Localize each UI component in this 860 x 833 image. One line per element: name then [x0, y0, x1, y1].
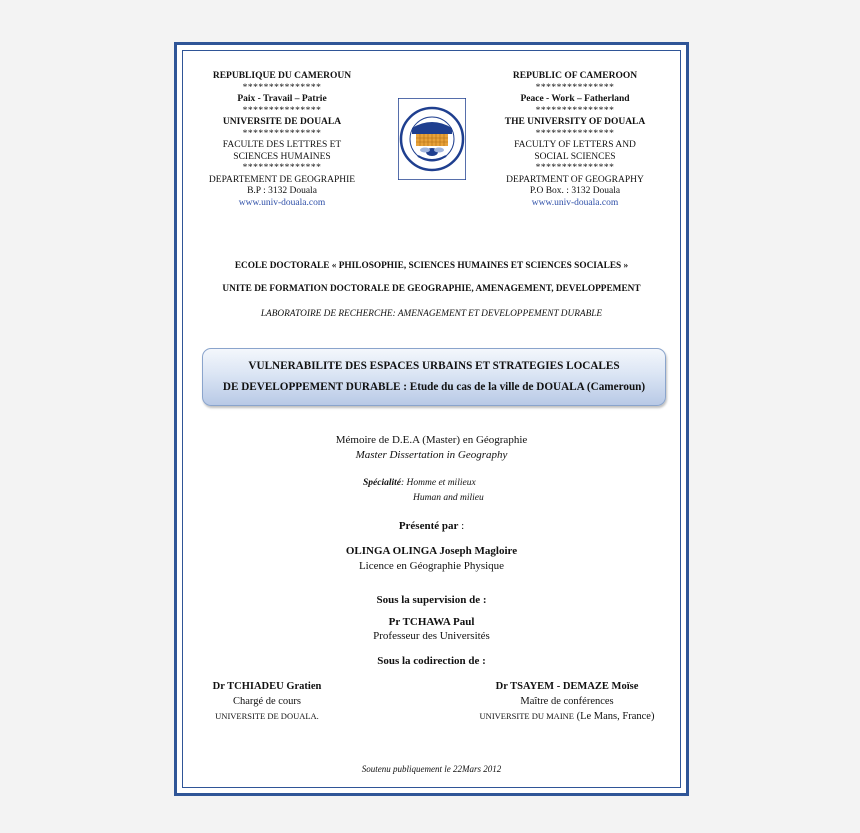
defense-date: Soutenu publiquement le 22Mars 2012 — [361, 764, 502, 774]
country-fr: REPUBLIQUE DU CAMEROUN — [212, 71, 352, 81]
specialite-en: Human and milieu — [413, 493, 484, 503]
specialite — [363, 478, 476, 488]
country-en: REPUBLIC OF CAMEROON — [512, 71, 638, 81]
supervisor-name: Pr TCHAWA Paul — [388, 616, 475, 628]
memoire-en: Master Dissertation in Geography — [355, 449, 508, 461]
motto-fr: Paix - Travail – Patrie — [237, 94, 327, 104]
university-of-douala-seal-icon — [398, 98, 466, 180]
stars-separator: *************** — [242, 163, 322, 173]
stars-separator: *************** — [242, 82, 322, 93]
address-fr: B.P : 3132 Douala — [247, 186, 317, 196]
supervisor-title: Professeur des Universités — [373, 630, 490, 642]
stars-separator: *************** — [242, 128, 322, 139]
stars-separator: *************** — [535, 82, 615, 93]
website-link-fr[interactable]: www.univ-douala.com — [238, 197, 326, 208]
ecole-doctorale: ECOLE DOCTORALE « PHILOSOPHIE, SCIENCES HUMAINES ET SCIENCES SOCIALES » — [234, 261, 629, 271]
codirector-left-title: Chargé de cours — [232, 695, 302, 707]
website-link-en[interactable]: www.univ-douala.com — [531, 197, 619, 208]
presente-par-label: Présenté par — [398, 520, 459, 532]
codirector-left-name: Dr TCHIADEU Gratien — [212, 681, 322, 692]
header-right-english — [490, 71, 660, 209]
thesis-title-line2: DE DEVELOPPEMENT DURABLE : Etude du cas de la ville de DOUALA (Cameroun) — [222, 381, 646, 393]
university-en: THE UNIVERSITY OF DOUALA — [504, 117, 646, 127]
department-fr: DEPARTEMENT DE GEOGRAPHIE — [208, 174, 356, 185]
supervision-label: Sous la supervision de : — [376, 594, 487, 606]
codirector-right-title: Maître de conférences — [520, 695, 614, 707]
laboratoire: LABORATOIRE DE RECHERCHE: AMENAGEMENT ET DEVELOPPEMENT DURABLE — [260, 309, 603, 319]
specialite-fr: : Homme et milieux — [401, 478, 476, 488]
specialite-label: Spécialité — [363, 478, 401, 488]
faculty-en: FACULTY OF LETTERS AND SOCIAL SCIENCES — [514, 140, 636, 162]
codirector-right — [462, 680, 672, 725]
stars-separator: *************** — [242, 105, 322, 116]
address-en: P.O Box. : 3132 Douala — [529, 186, 621, 196]
unite-formation: UNITE DE FORMATION DOCTORALE DE GEOGRAPHIE, AMENAGEMENT, DEVELOPPEMENT — [222, 284, 641, 294]
codirector-right-institution-caps: UNIVERSITE DU MAINE — [479, 711, 574, 721]
author-degree: Licence en Géographie Physique — [358, 560, 505, 572]
codirector-right-name: Dr TSAYEM - DEMAZE Moïse — [495, 681, 639, 692]
department-en: DEPARTMENT OF GEOGRAPHY — [506, 174, 644, 185]
codirector-left — [197, 680, 337, 724]
thesis-title-box — [202, 348, 666, 406]
document-page — [174, 42, 689, 796]
memoire-fr: Mémoire de D.E.A (Master) en Géographie — [335, 434, 528, 446]
stars-separator: *************** — [535, 105, 615, 116]
presente-par — [177, 520, 686, 532]
thesis-title-line1: VULNERABILITE DES ESPACES URBAINS ET STRATEGIES LOCALES — [248, 360, 620, 372]
header-left-french — [197, 71, 367, 209]
stars-separator: *************** — [535, 128, 615, 139]
presente-par-colon: : — [458, 520, 465, 532]
motto-en: Peace - Work – Fatherland — [520, 94, 630, 104]
stars-separator: *************** — [535, 163, 615, 173]
university-fr: UNIVERSITE DE DOUALA — [222, 117, 342, 127]
codirector-left-institution: UNIVERSITE DE DOUALA. — [215, 711, 319, 721]
author-name: OLINGA OLINGA Joseph Magloire — [345, 545, 518, 557]
codirector-right-institution — [462, 709, 672, 725]
codirection-label: Sous la codirection de : — [377, 655, 486, 667]
codirector-right-institution-place: (Le Mans, France) — [573, 711, 655, 722]
faculty-fr: FACULTE DES LETTRES ET SCIENCES HUMAINES — [222, 140, 342, 162]
